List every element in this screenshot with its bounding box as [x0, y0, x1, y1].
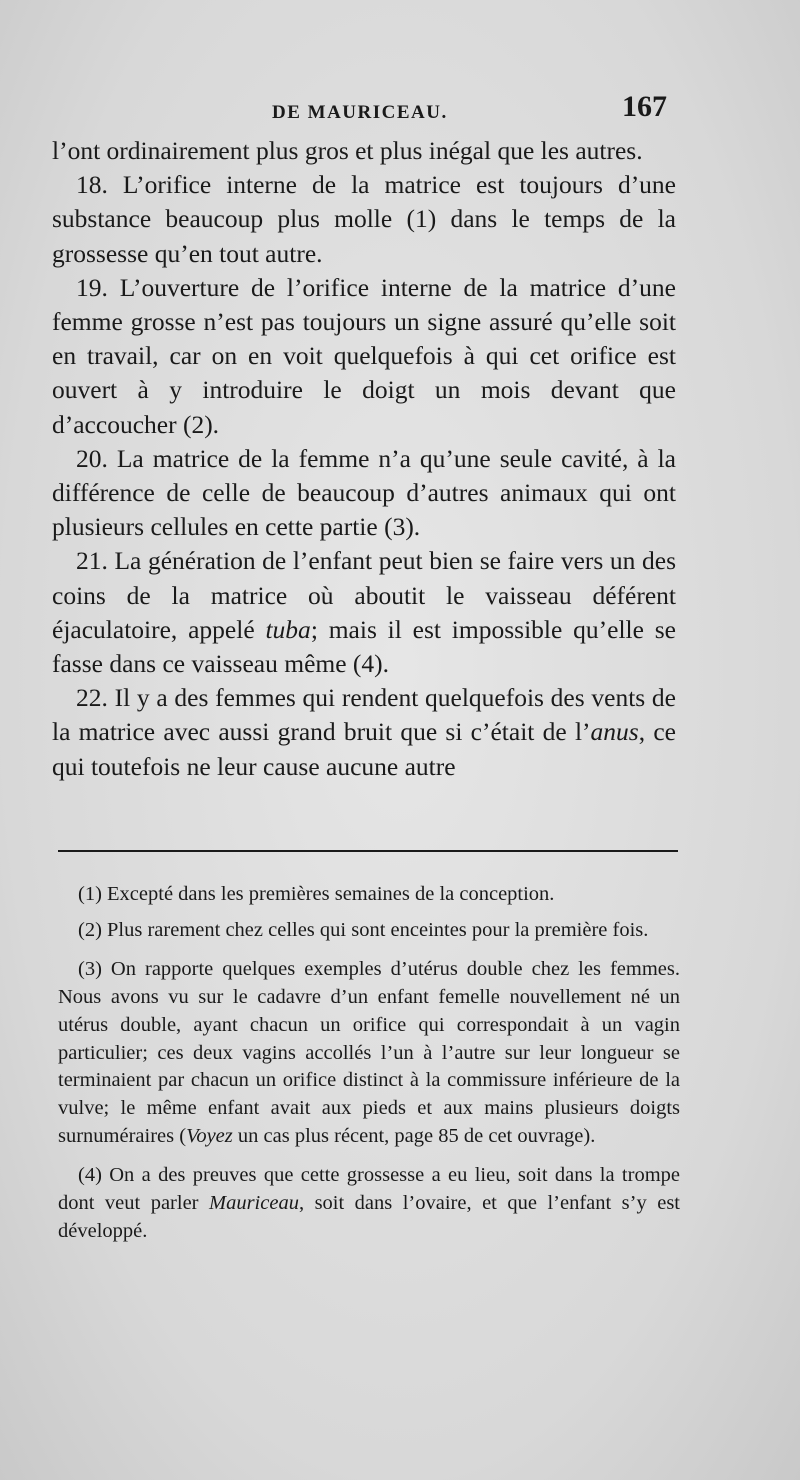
continuation-paragraph: l’ont ordinairement plus gros et plus inégal que les autres.: [52, 136, 643, 165]
article-number: 18.: [76, 170, 108, 200]
footnote-3: [58, 956, 680, 1150]
article-text: L’orifice interne de la matrice est toujours d’une substance beaucoup plus molle (1) dans le temps de la grossesse qu’en tout autre.: [52, 170, 676, 268]
article-number: 21.: [76, 546, 108, 576]
article-number: 20.: [76, 443, 108, 473]
article-number: 22.: [76, 683, 108, 713]
footnote-text-after: , soit dans l’ovaire, et que l’enfant s’y est développé.: [58, 1192, 680, 1242]
article-text-after: , ce qui toutefois ne leur cause aucune autre: [52, 717, 677, 781]
footnotes: [58, 881, 680, 1257]
article-20: [52, 442, 676, 545]
page-number: 167: [622, 90, 667, 123]
footnote-text-after: un cas plus récent, page 85 de cet ouvrage).: [232, 1124, 596, 1147]
article-22: [52, 681, 676, 784]
italic-term: Voyez: [186, 1124, 233, 1147]
italic-term: tuba: [265, 614, 311, 644]
article-text: L’ouverture de l’orifice interne de la matrice d’une femme grosse n’est pas toujours un signe assuré qu’elle soit en travail, car on en voit quelquefois à qui cet orifice est ouvert à y introduire le doigt un mois devant que d’accoucher (2).: [52, 272, 676, 439]
article-19: [52, 271, 676, 442]
article-text: La matrice de la femme n’a qu’une seule cavité, à la différence de celle de beaucoup d’autres animaux qui ont plusieurs cellules en cette partie (3).: [52, 443, 676, 542]
footnote-text-before: (4) On a des preuves que cette grossesse a eu lieu, soit dans la trompe dont veut parler: [58, 1164, 680, 1215]
article-21: [52, 544, 676, 681]
article-18: [52, 168, 676, 271]
footnote-text-before: (3) On rapporte quelques exemples d’utérus double chez les femmes. Nous avons vu sur le cadavre d’un enfant femelle nouvellement né un utérus double, ayant chacun un orifice qui correspondait à un vagin particulier; ces deux vagins accollés l’un à l’autre sur leur longueur se terminaient par chacun un orifice distinct à la commissure inférieure de la vulve; le même enfant avait aux pieds et aux mains plusieurs doigts surnuméraires (: [58, 958, 680, 1147]
footnote-1: (1) Excepté dans les premières semaines de la conception.: [78, 883, 555, 905]
footnote-separator: [58, 850, 678, 852]
running-head: [0, 92, 800, 132]
article-text-before: Il y a des femmes qui rendent quelquefois des vents de la matrice avec aussi grand bruit que si c’était de l’: [52, 683, 677, 747]
article-text-after: ; mais il est impossible qu’elle se fasse dans ce vaisseau même (4).: [52, 614, 676, 679]
italic-term: anus: [590, 717, 639, 747]
footnote-2: (2) Plus rarement chez celles qui sont enceintes pour la première fois.: [78, 918, 649, 941]
footnote-4: [58, 1162, 680, 1245]
italic-term: Mauriceau: [209, 1192, 299, 1215]
article-text-before: La génération de l’enfant peut bien se faire vers un des coins de la matrice où aboutit le vaisseau déférent éjaculatoire, appelé: [52, 546, 676, 644]
main-text: [52, 134, 676, 784]
article-number: 19.: [76, 272, 108, 302]
running-title: DE MAURICEAU.: [272, 102, 448, 123]
